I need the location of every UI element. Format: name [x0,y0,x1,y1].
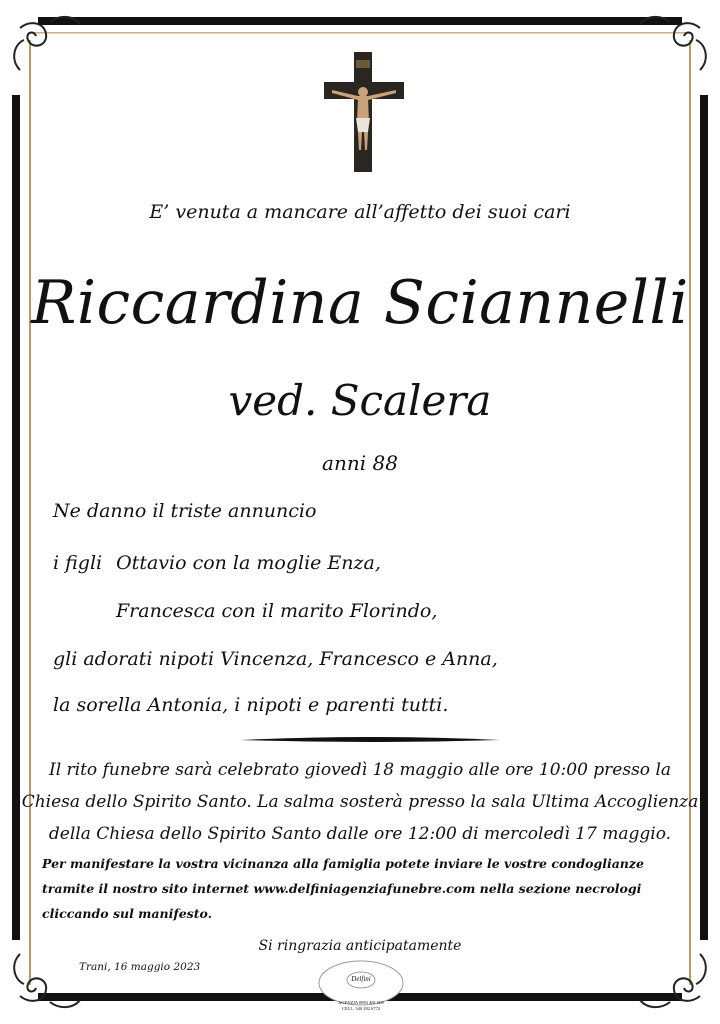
rite-line: Il rito funebre sarà celebrato giovedì 18 maggio alle ore 10:00 presso la [48,760,672,780]
frame-gold-top [34,32,686,34]
announcement-line [53,552,381,574]
announcement-line: Francesca con il marito Florindo, [116,600,438,622]
crucifix-icon [324,52,404,172]
logo-agency-phone: AGENZIA 0883 481 608 [338,1000,384,1005]
announcement-children-first: Ottavio con la moglie Enza, [116,552,381,574]
condolence-note-line: cliccando sul manifesto. [42,906,212,921]
condolence-note-line: Per manifestare la vostra vicinanza alla famiglia potete inviare le vostre condoglianze [42,856,644,871]
announcement-line: gli adorati nipoti Vincenza, Francesco e Anna, [53,648,498,670]
rite-line: della Chiesa dello Spirito Santo dalle ore 12:00 di mercoledì 17 maggio. [48,824,672,844]
date-place: Trani, 16 maggio 2023 [79,961,201,973]
deceased-name: Riccardina Sciannelli [31,268,689,338]
frame-top-bar [38,17,682,25]
thanks-text: Si ringrazia anticipatamente [258,938,462,954]
rite-line: Chiesa dello Spirito Santo. La salma sosterà presso la sala Ultima Accoglienza [21,792,699,812]
condolence-note-line: tramite il nostro sito internet www.delfiniagenziafunebre.com nella sezione necrologi [42,881,642,896]
announcement-line: la sorella Antonia, i nipoti e parenti tutti. [53,694,449,716]
announcement-line: Ne danno il triste annuncio [53,500,317,522]
widow-line: ved. Scalera [228,376,492,425]
divider-line [240,737,500,742]
intro-text: E’ venuta a mancare all’affetto dei suoi cari [149,201,571,223]
logo-brand: Delfini [351,975,371,983]
announcement-children-label: i figli [53,552,103,574]
age-text: anni 88 [322,451,398,475]
logo-cell-phone: CELL. 340 282 6772 [341,1006,381,1011]
agency-logo [316,964,406,1020]
